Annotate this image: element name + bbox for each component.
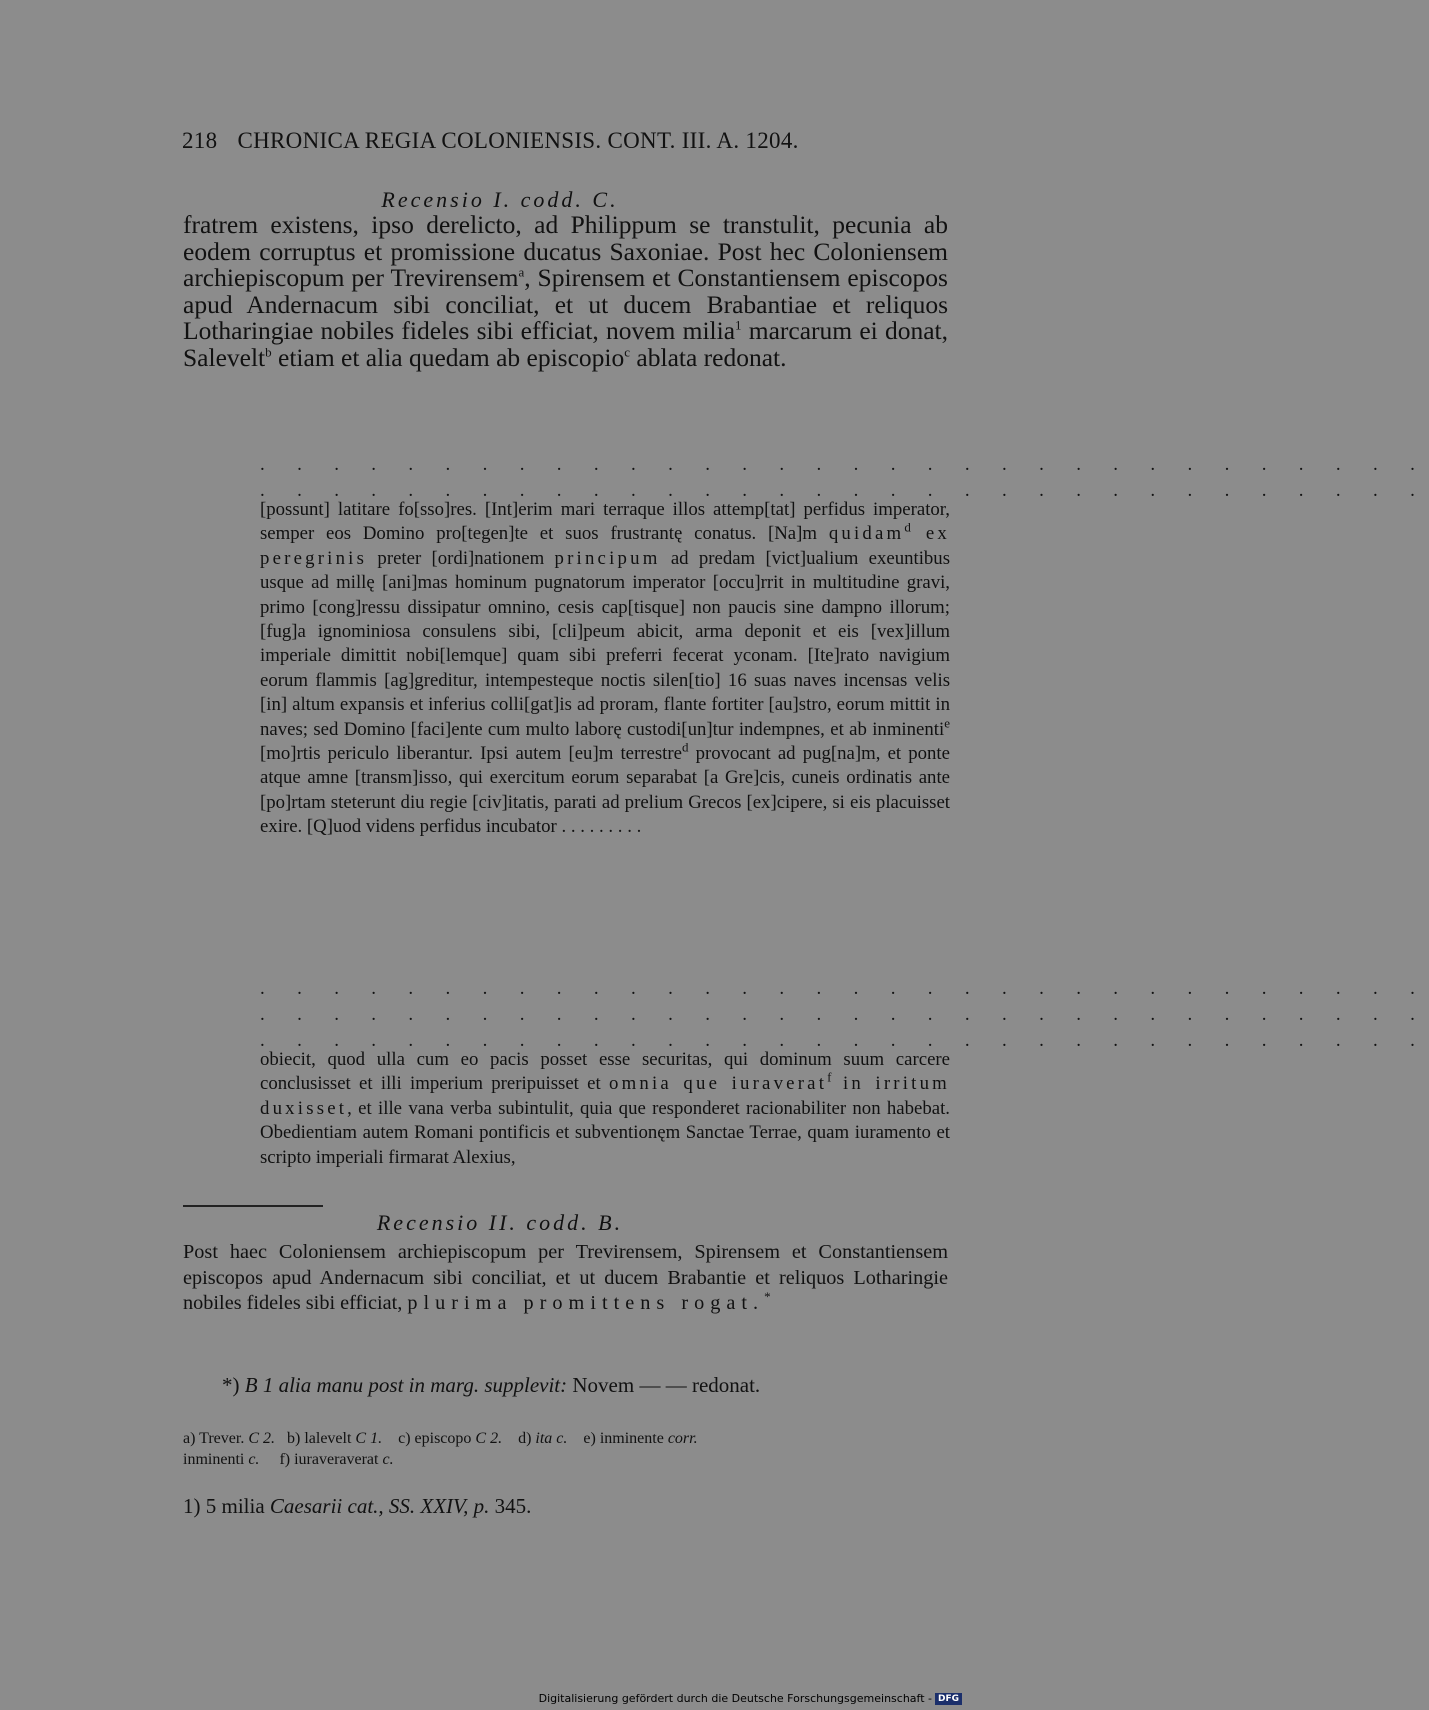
asterisk-note: *) B 1 alia manu post in marg. supplevit: Novem — — redonat.: [222, 1373, 761, 1397]
recensio-1-heading: Recensio I. codd. C.: [381, 187, 619, 212]
credit-text: Digitalisierung gefördert durch die Deutsche Forschungsgemeinschaft -: [538, 1692, 932, 1705]
lacuna-dots-top: [260, 452, 1429, 504]
critical-apparatus: a) Trever. C 2. b) lalevelt C 1. c) episcopo C 2. d) ita c. e) inminente corr. inminenti c. f) iuraveraverat c.: [183, 1430, 698, 1468]
dot-row: . . . . . . . . . . . . . . . . . . . . . . . . . . . . . . . .: [260, 480, 1429, 501]
dot-row: . . . . . . . . . . . . . . . . . . . . . . . . . . . . . . . .: [260, 454, 1429, 475]
recensio-1-continuation-block: [possunt] latitare fo[sso]res. [Int]erim mari terraque illos attemp[tat] perfidus imperator, semper eos Domino pro[tegen]te et suos frustrantę conatus. [Na]m quidam$^d$ ex peregrinis preter [ordi]nationem principum ad predam [vict]ualium exeuntibus usque ad millę [ani]mas hominum pugnatorum imperator [occu]rrit in multitudine gravi, primo [cong]ressu dissipatur omnino, cesis cap[tisque] non paucis sine dampno illorum; [fug]a ignominiosa consulens sibi, [cli]peum abicit, arma deponit et eis [vex]illum imperiale dimittit nobi[lemque] quam sibi preferri fecerat yconam. [Ite]rato navigium eorum flammis [ag]greditur, intempesteque noctis silen[tio] 16 suas naves incensas velis [in] altum expansis et inferius colli[gat]is ad proram, flante fortiter [au]stro, eorum mittit in naves; sed Domino [faci]ente cum multo laborę custodi[un]tur indempnes, et ab inminenti$^e$ [mo]rtis periculo liberantur. Ipsi autem [eu]m terrestre$^d$ provocant ad pug[na]m, et ponte atque amne [transm]isso, qui exercitum eorum separabat [a Gre]cis, cuneis ordinatis ante [po]rtam steterunt diu regie [civ]itatis, parati ad prelium Grecos [ex]cipere, si eis placuisset exire. [Q]uod videns perfidus incubator . . . . . . . . .: [260, 499, 951, 838]
page-number: 218: [182, 128, 218, 153]
recensio-1-text: fratrem existens, ipso derelicto, ad Philippum se transtulit, pecunia ab eodem corruptus et promissione ducatus Saxoniae. Post hec Coloniensem archiepiscopum per Trevirensem$^a$, Spirensem et Constantiensem episcopos apud Andernacum sibi conciliat, et ut ducem Brabantiae et reliquos Lotharingiae nobiles fideles sibi efficiat, novem milia$^1$ marcarum ei donat, Salevelt$^b$ etiam et alia quedam ab episcopio$^c$ ablata redonat.: [183, 210, 948, 372]
lacuna-dots-bottom: [260, 976, 1429, 1054]
divider-rule: [183, 1205, 323, 1207]
recensio-2-text: Post haec Coloniensem archiepiscopum per Trevirensem, Spirensem et Constantiensem episcopos apud Andernacum sibi conciliat, et ut ducem Brabantie et reliquos Lotharingie nobiles fideles sibi efficiat, plurima promittens rogat.*: [183, 1241, 948, 1315]
page-header: [182, 128, 892, 154]
running-title: CHRONICA REGIA COLONIENSIS. CONT. III. A. 1204.: [237, 128, 799, 153]
dot-row: . . . . . . . . . . . . . . . . . . . . . . . . . . . . . . . .: [260, 1030, 1429, 1051]
dfg-logo: DFG: [935, 1693, 962, 1705]
historical-footnote: 1) 5 milia Caesarii cat., SS. XXIV, p. 345.: [183, 1494, 532, 1518]
digitization-credit: [539, 1690, 962, 1707]
dot-row: . . . . . . . . . . . . . . . . . . . . . . . . . . . . . . . .: [260, 978, 1429, 999]
dot-row: . . . . . . . . . . . . . . . . . . . . . . . . . . . . . . . .: [260, 1004, 1429, 1025]
recensio-2-heading: Recensio II. codd. B.: [376, 1210, 624, 1235]
recensio-1-final-block: obiecit, quod ulla cum eo pacis posset esse securitas, qui dominum suum carcere conclusisset et illi imperium preripuisset et omnia que iuraverat$^f$ in irritum duxisset, et ille vana verba subintulit, quia que responderet racionabiliter non habebat. Obedientiam autem Romani pontificis et subventionęm Sanctae Terrae, quam iuramento et scripto imperiali firmarat Alexius,: [260, 1049, 950, 1168]
